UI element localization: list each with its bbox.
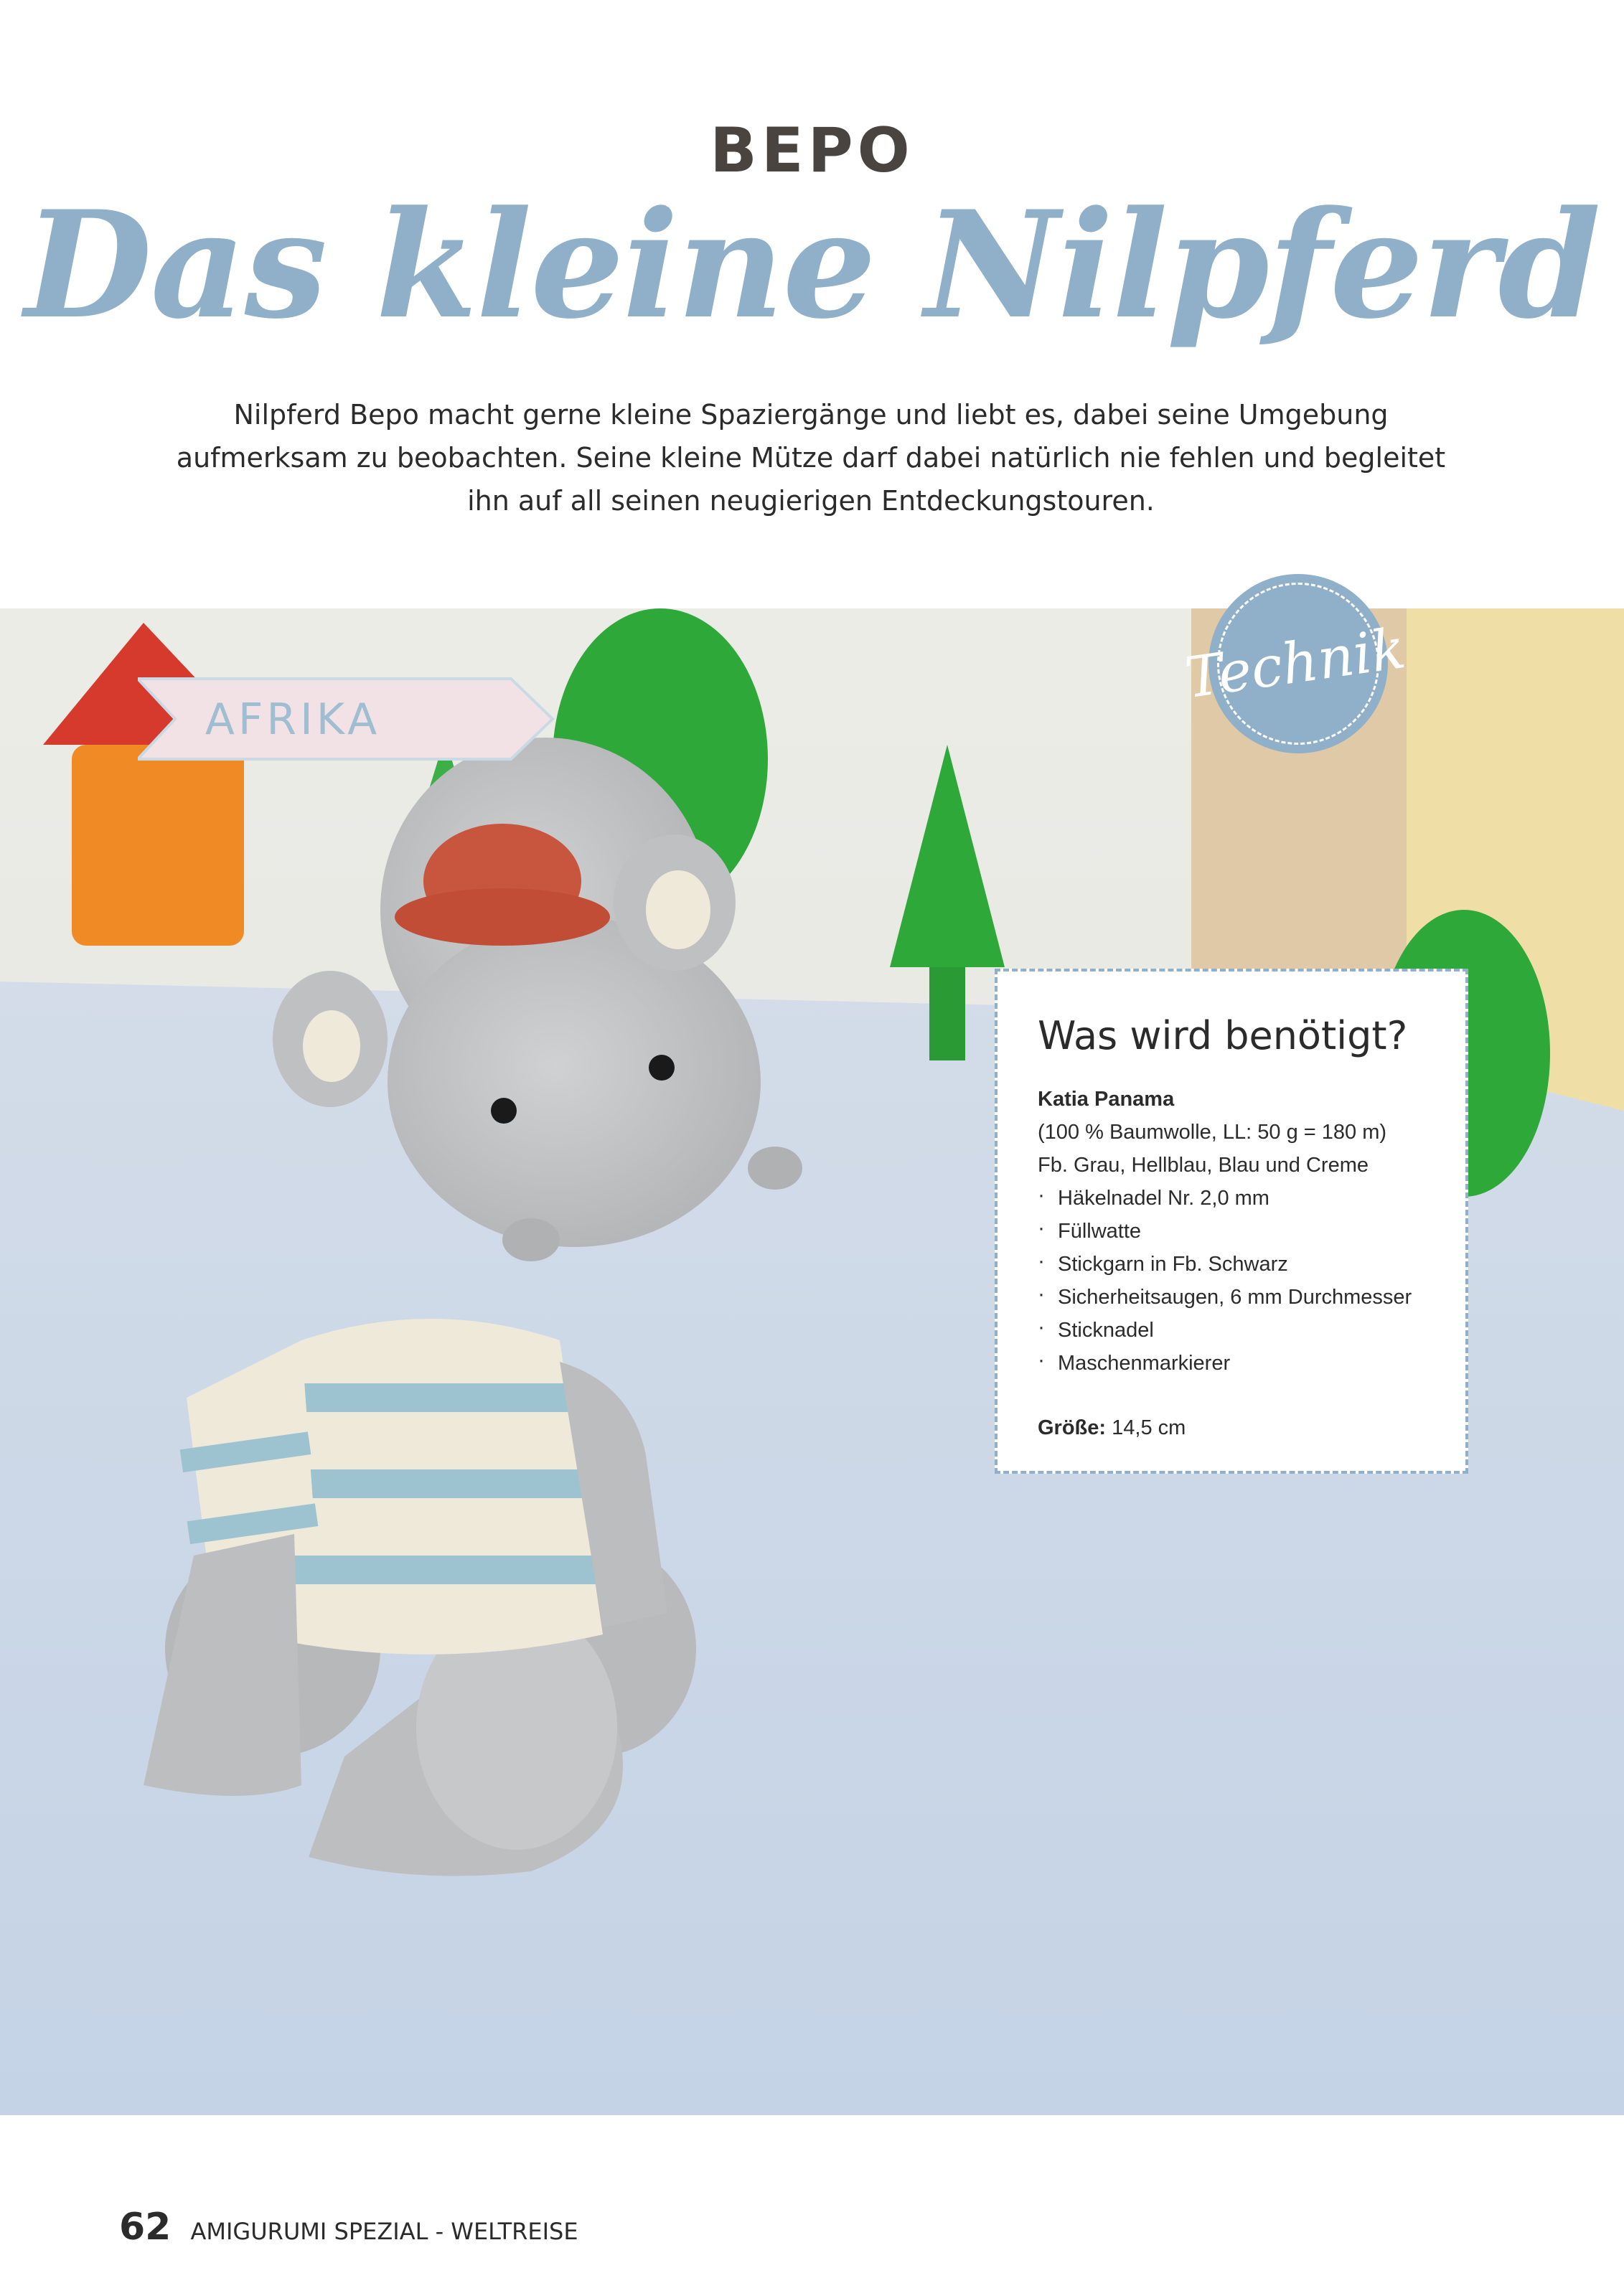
intro-paragraph: Nilpferd Bepo macht gerne kleine Spaziergänge und liebt es, dabei seine Umgebung aufmerksam zu beobachten. Seine kleine Mütze darf dabei natürlich nie fehlen und begleitet ihn auf all seinen neugierigen Entdeckungstouren.	[176, 399, 1446, 517]
materials-list	[1038, 1182, 1428, 1380]
list-item: · Sicherheitsaugen, 6 mm Durchmesser	[1038, 1281, 1428, 1314]
materials-content	[1038, 1083, 1428, 1444]
size-row	[1038, 1411, 1428, 1444]
page-title: Das kleine Nilpferd	[24, 179, 1600, 352]
list-item: · Maschenmarkierer	[1038, 1347, 1428, 1380]
page-number: 62	[119, 2206, 172, 2249]
technik-badge-label: Technik	[1181, 616, 1410, 712]
materials-box	[995, 969, 1468, 1474]
pattern-kicker: BEPO	[710, 115, 914, 187]
yarn-spec: (100 % Baumwolle, LL: 50 g = 180 m)	[1038, 1121, 1387, 1144]
list-item: · Sticknadel	[1038, 1314, 1428, 1347]
list-item: · Stickgarn in Fb. Schwarz	[1038, 1248, 1428, 1281]
region-label: AFRIKA	[205, 695, 381, 745]
size-label: Größe:	[1038, 1416, 1107, 1439]
page-footer	[119, 2206, 578, 2249]
yarn-colors: Fb. Grau, Hellblau, Blau und Creme	[1038, 1154, 1369, 1177]
list-item: · Häkelnadel Nr. 2,0 mm	[1038, 1182, 1428, 1215]
list-item: · Füllwatte	[1038, 1215, 1428, 1248]
publication-name: AMIGURUMI SPEZIAL - WELTREISE	[190, 2218, 578, 2245]
yarn-name: Katia Panama	[1038, 1088, 1175, 1111]
size-value: 14,5 cm	[1112, 1416, 1186, 1439]
materials-heading: Was wird benötigt?	[1038, 1013, 1408, 1058]
